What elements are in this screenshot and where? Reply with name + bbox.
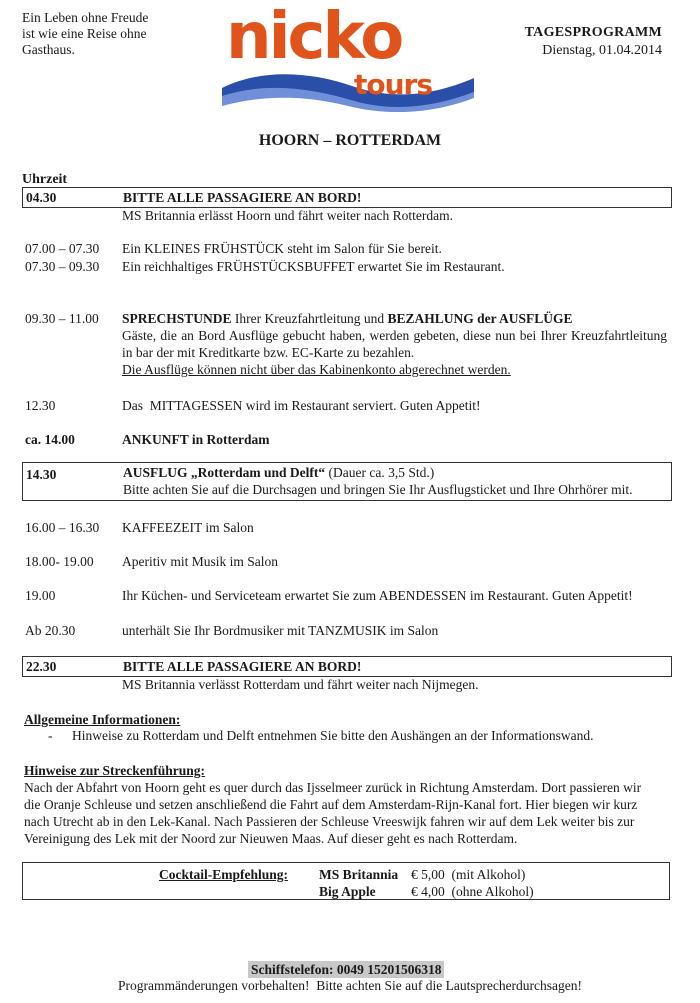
row-text-block	[123, 464, 668, 498]
general-info-item: Hinweise zu Rotterdam und Delft entnehmen Sie bitte den Aushängen an der Informationswand.	[72, 728, 594, 743]
row-time: 07.30 – 09.30	[25, 259, 100, 274]
row-time: 04.30	[26, 190, 57, 205]
row-text: unterhält Sie Ihr Bordmusiker mit TANZMUSIK im Salon	[122, 623, 439, 638]
cocktail-prices	[411, 866, 534, 900]
cocktail-label: Cocktail-Empfehlung:	[159, 867, 289, 882]
schedule-row-boxed	[22, 187, 672, 208]
cocktail-name: MS Britannia	[319, 867, 399, 882]
row-time: 22.30	[26, 659, 57, 674]
row-text: Ihrer Kreuzfahrtleitung und	[231, 311, 388, 326]
cocktail-price: € 4,00 (ohne Alkohol)	[411, 884, 534, 899]
nicko-tours-logo	[222, 0, 474, 114]
motto-line: Gasthaus.	[22, 42, 75, 57]
row-text: (Dauer ca. 3,5 Std.)	[325, 465, 435, 480]
row-time: 12.30	[25, 398, 56, 413]
row-time: 09.30 – 11.00	[25, 311, 99, 326]
general-info-bullet: -	[48, 728, 53, 743]
row-title: BITTE ALLE PASSAGIERE AN BORD!	[123, 659, 362, 674]
row-text: KAFFEEZEIT im Salon	[122, 520, 254, 535]
row-time: 18.00- 19.00	[25, 554, 94, 569]
footer-note: Programmänderungen vorbehalten! Bitte achten Sie auf die Lautsprecherdurchsagen!	[117, 978, 583, 993]
route-notes-heading: Hinweise zur Streckenführung:	[24, 763, 206, 778]
cocktail-names	[319, 866, 398, 900]
logo-main-text: nicko	[226, 0, 402, 74]
general-info-heading: Allgemeine Informationen:	[24, 712, 181, 727]
row-time: 19.00	[25, 588, 56, 603]
row-time: Ab 20.30	[25, 623, 76, 638]
row-time: 07.00 – 07.30	[25, 241, 100, 256]
route-notes-line: nach Utrecht ab in den Lek-Kanal. Nach Passieren der Schleuse Vreeswijk fahren wir auf dem Lek weiter bis zur	[24, 814, 635, 829]
row-text: Ihr Küchen- und Serviceteam erwartet Sie zum ABENDESSEN im Restaurant. Guten Appetit!	[122, 588, 633, 603]
route-notes-text	[24, 779, 674, 847]
cocktail-box	[22, 862, 670, 900]
row-time: ca. 14.00	[25, 432, 75, 447]
row-title: BITTE ALLE PASSAGIERE AN BORD!	[123, 190, 362, 205]
route-notes-line: Nach der Abfahrt von Hoorn geht es quer durch das Ijsselmeer zurück in Richtung Amsterdam. Dort passieren wir	[24, 780, 642, 795]
row-text: Bitte achten Sie auf die Durchsagen und bringen Sie Ihr Ausflugsticket und Ihre Ohrhörer mit.	[123, 482, 633, 497]
schedule-row-boxed	[22, 656, 672, 677]
row-body: Gäste, die an Bord Ausflüge gebucht haben, werden gebeten, diese nun bei Ihrer Kreuzfahrtleitung in bar der mit Kreditkarte bzw. EC-Karte zu bezahlen.	[122, 328, 667, 360]
ship-phone: Schiffstelefon: 0049 15201506318	[248, 961, 444, 978]
row-bold: SPRECHSTUNDE	[122, 311, 232, 326]
row-text: ANKUNFT in Rotterdam	[122, 432, 270, 447]
cocktail-price: € 5,00 (mit Alkohol)	[411, 867, 526, 882]
row-text: MS Britannia verlässt Rotterdam und fährt weiter nach Nijmegen.	[122, 677, 479, 692]
program-header	[525, 24, 662, 60]
route-title: HOORN – ROTTERDAM	[258, 132, 442, 149]
program-date: Dienstag, 01.04.2014	[542, 43, 662, 58]
motto-line: ist wie eine Reise ohne	[22, 26, 147, 41]
row-bold: BEZAHLUNG der AUSFLÜGE	[387, 311, 573, 326]
row-title: AUSFLUG „Rotterdam und Delft“	[123, 465, 326, 480]
row-text: Ein reichhaltiges FRÜHSTÜCKSBUFFET erwartet Sie im Restaurant.	[122, 259, 505, 274]
program-title: TAGESPROGRAMM	[524, 25, 662, 40]
row-text: Das MITTAGESSEN wird im Restaurant serviert. Guten Appetit!	[122, 398, 481, 413]
row-underlined: Die Ausflüge können nicht über das Kabinenkonto abgerechnet werden.	[122, 362, 511, 377]
motto	[22, 10, 182, 58]
schedule-row-boxed	[22, 462, 672, 501]
row-text: Aperitiv mit Musik im Salon	[122, 554, 279, 569]
row-time: 14.30	[26, 467, 57, 482]
route-notes-line: die Oranje Schleuse und setzen anschließend die Fahrt auf dem Amsterdam-Rijn-Kanal fort. Hier biegen wir kurz	[24, 797, 638, 812]
logo-sub-text: tours	[354, 68, 433, 101]
row-text-block	[122, 310, 667, 378]
row-time: 16.00 – 16.30	[25, 520, 100, 535]
motto-line: Ein Leben ohne Freude	[22, 10, 149, 25]
route-notes-line: Vereinigung des Lek mit der Noord zur Nieuwen Maas. Auf dieser geht es nach Rotterdam.	[24, 831, 518, 846]
cocktail-name: Big Apple	[319, 884, 376, 899]
row-text: Ein KLEINES FRÜHSTÜCK steht im Salon für Sie bereit.	[122, 241, 442, 256]
row-text: MS Britannia erlässt Hoorn und fährt weiter nach Rotterdam.	[122, 208, 454, 223]
schedule-label: Uhrzeit	[22, 172, 68, 187]
